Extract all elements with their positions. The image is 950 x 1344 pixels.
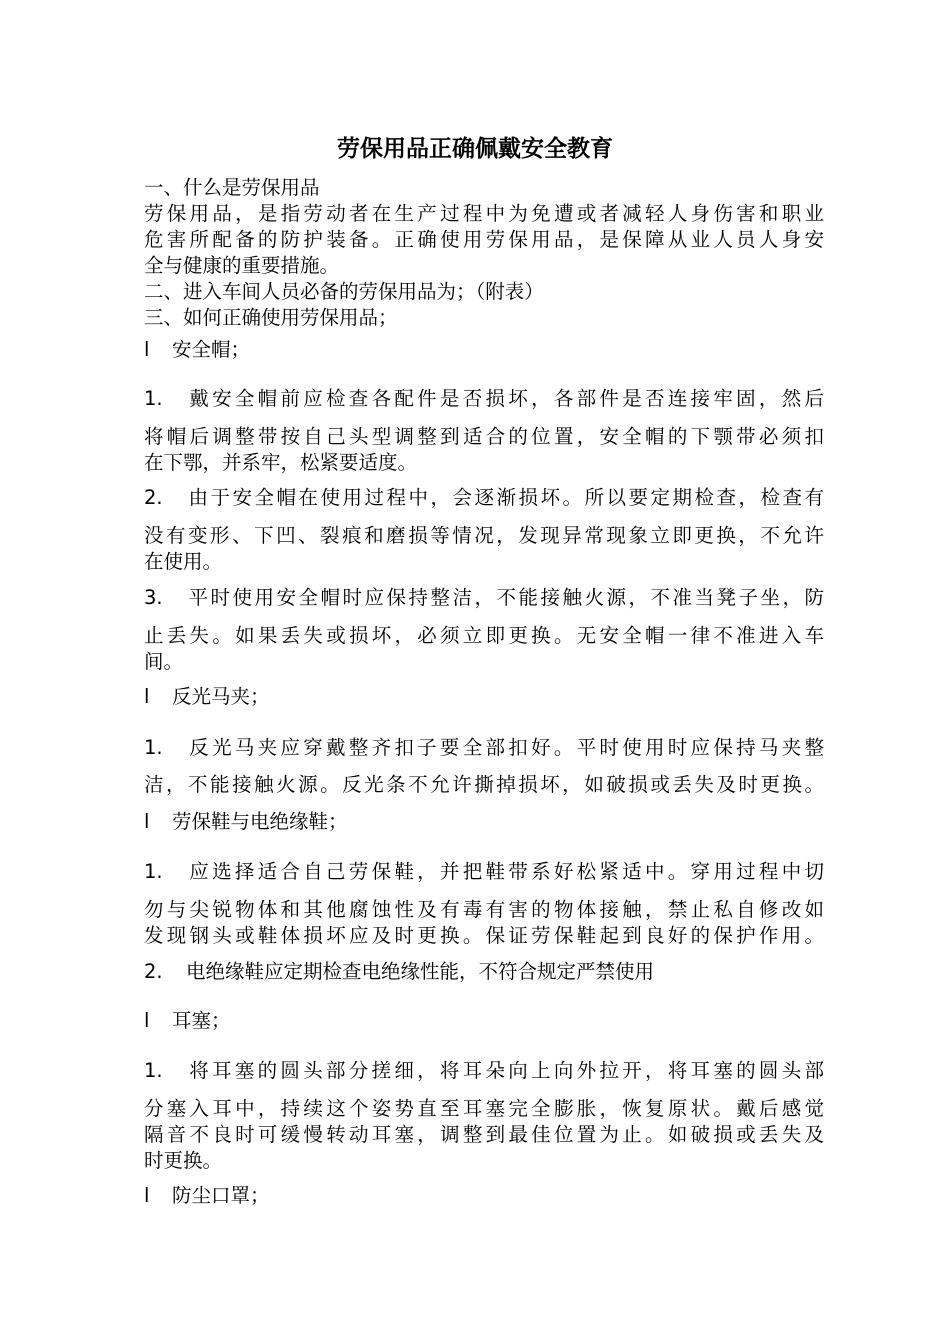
paragraph-line: 间。 <box>144 650 184 673</box>
item-number: 2. <box>144 486 163 509</box>
paragraph-line: 2. 电绝缘鞋应定期检查电绝缘性能，不符合规定严禁使用 <box>144 960 655 983</box>
definition-line-2: 危害所配备的防护装备。正确使用劳保用品，是保障从业人员人身安 <box>144 228 824 251</box>
section-heading-mask <box>144 1183 824 1209</box>
paragraph-line: 时更换。 <box>144 1149 223 1172</box>
question-2: 二、进入车间人员必备的劳保用品为；（附表） <box>144 280 544 303</box>
intro-block <box>144 175 824 331</box>
definition-line-1: 劳保用品，是指劳动者在生产过程中为免遭或者减轻人身伤害和职业 <box>144 202 824 225</box>
paragraph-line: 1. 应选择适合自己劳保鞋，并把鞋带系好松紧适中。穿用过程中切 <box>144 860 824 883</box>
paragraph-line: 在下鄂，并系牢，松紧要适度。 <box>144 451 418 474</box>
earplug-item-1-cont <box>144 1096 824 1174</box>
paragraph-line: 1. 戴安全帽前应检查各配件是否损坏，各部件是否连接牢固，然后 <box>144 387 824 410</box>
helmet-item-2-cont <box>144 523 824 575</box>
item-number: 1. <box>144 736 163 759</box>
item-number: 1. <box>144 1059 163 1082</box>
paragraph-line: 洁，不能接触火源。反光条不允许撕掉损坏，如破损或丢失及时更换。 <box>144 773 824 796</box>
bullet-marker: l <box>144 810 150 833</box>
section-heading-vest <box>144 684 824 710</box>
section-heading-label: 防尘口罩； <box>172 1184 270 1207</box>
paragraph-line: 将帽后调整带按自己头型调整到适合的位置，安全帽的下颚带必须扣 <box>144 425 824 448</box>
item-number: 1. <box>144 387 163 410</box>
item-number: 1. <box>144 860 163 883</box>
bullet-marker: l <box>144 685 150 708</box>
paragraph-line: 勿与尖锐物体和其他腐蚀性及有毒有害的物体接触，禁止私自修改如 <box>144 898 824 921</box>
helmet-item-1-cont <box>144 424 824 476</box>
section-heading-label: 劳保鞋与电绝缘鞋； <box>172 810 348 833</box>
shoes-item-1-cont <box>144 897 824 949</box>
paragraph-line: 1. 反光马夹应穿戴整齐扣子要全部扣好。平时使用时应保持马夹整 <box>144 736 824 759</box>
question-3: 三、如何正确使用劳保用品； <box>144 306 398 329</box>
question-1: 一、什么是劳保用品 <box>144 176 320 199</box>
paragraph-line: 发现钢头或鞋体损坏应及时更换。保证劳保鞋起到良好的保护作用。 <box>144 924 824 947</box>
paragraph-line: 没有变形、下凹、裂痕和磨损等情况，发现异常现象立即更换，不允许 <box>144 524 824 547</box>
paragraph-line: 在使用。 <box>144 550 223 573</box>
helmet-item-2 <box>144 485 824 511</box>
paragraph-line: 3. 平时使用安全帽时应保持整洁，不能接触火源，不准当凳子坐，防 <box>144 586 824 609</box>
section-heading-label: 安全帽； <box>172 338 251 361</box>
section-heading-shoes <box>144 809 824 835</box>
helmet-item-1 <box>144 386 824 412</box>
earplug-item-1 <box>144 1058 824 1084</box>
paragraph-line: 隔音不良时可缓慢转动耳塞，调整到最佳位置为止。如破损或丢失及 <box>144 1123 824 1146</box>
vest-item-1-cont <box>144 772 824 798</box>
section-heading-earplug <box>144 1008 824 1034</box>
bullet-marker: l <box>144 1009 150 1032</box>
bullet-marker: l <box>144 338 150 361</box>
item-number: 3. <box>144 586 163 609</box>
paragraph-line: 止丢失。如果丢失或损坏，必须立即更换。无安全帽一律不准进入车 <box>144 624 824 647</box>
vest-item-1 <box>144 735 824 761</box>
definition-line-3: 全与健康的重要措施。 <box>144 254 340 277</box>
helmet-item-3 <box>144 585 824 611</box>
paragraph-line: 1. 将耳塞的圆头部分搓细，将耳朵向上向外拉开，将耳塞的圆头部 <box>144 1059 824 1082</box>
helmet-item-3-cont <box>144 623 824 675</box>
section-heading-label: 反光马夹； <box>172 685 270 708</box>
paragraph-line: 2. 由于安全帽在使用过程中，会逐渐损坏。所以要定期检查，检查有 <box>144 486 824 509</box>
section-heading-helmet <box>144 337 824 363</box>
paragraph-line: 分塞入耳中，持续这个姿势直至耳塞完全膨胀，恢复原状。戴后感觉 <box>144 1097 824 1120</box>
shoes-item-2 <box>144 959 824 985</box>
document-title: 劳保用品正确佩戴安全教育 <box>337 136 613 162</box>
section-heading-label: 耳塞； <box>172 1009 231 1032</box>
item-number: 2. <box>144 960 163 983</box>
shoes-item-1 <box>144 859 824 885</box>
bullet-marker: l <box>144 1184 150 1207</box>
